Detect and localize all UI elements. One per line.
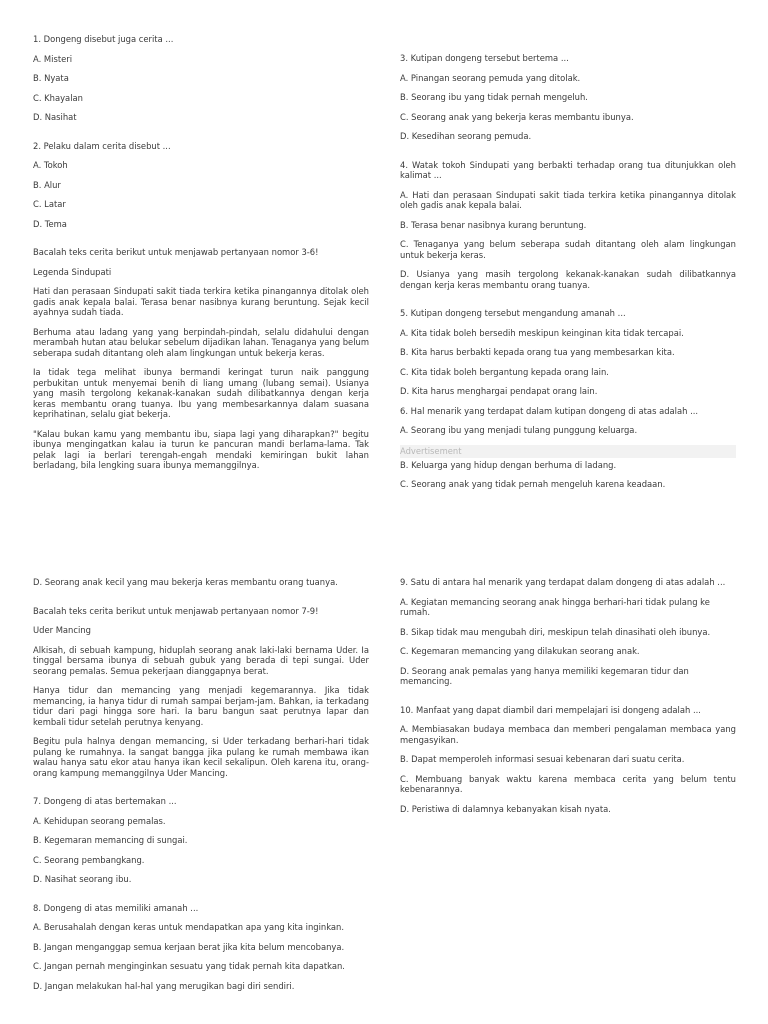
question-5-option-c: C. Kita tidak boleh bergantung kepada orang lain. [400, 366, 609, 377]
story-paragraph: Ia tidak tega melihat ibunya bermandi keringat turun naik panggung perbukitan untuk menyemai benih di liang umang (lubang semai). Usianya yang masih tergolong kekanak-kanakan sudah dilibatkannya dengan kerja keras membantu orang tuanya. Ibu yang membesarkannya dalam suasana keprihatinan, selalu giat bekerja. [33, 367, 369, 419]
question-3-option-b: B. Seorang ibu yang tidak pernah mengeluh. [400, 92, 588, 102]
story-paragraph: Hati dan perasaan Sindupati sakit tiada terkira ketika pinangannya ditolak oleh gadis anak kepala balai. Terasa benar nasibnya kurang beruntung. Sejak kecil ayahnya sudah tiada. [33, 286, 369, 317]
question-3-option-a: A. Pinangan seorang pemuda yang ditolak. [400, 72, 581, 83]
question-1-option-c: C. Khayalan [33, 92, 83, 103]
question-10-option-a: A. Membiasakan budaya membaca dan memberi pengalaman membaca yang mengasyikan. [400, 724, 736, 745]
section2-right-column [400, 577, 736, 823]
story-paragraph: Berhuma atau ladang yang yang berpindah-pindah, selalu didahului dengan merambah hutan atau belukar sebelum dijadikan lahan. Tenaganya yang belum seberapa sudah ditantang oleh alam lingkungan untuk bekerja keras. [33, 326, 369, 358]
question-10: 10. Manfaat yang dapat diambil dari mempelajari isi dongeng adalah ... [400, 704, 701, 715]
question-3-option-d: D. Kesedihan seorang pemuda. [400, 131, 532, 141]
question-2-option-d: D. Tema [33, 218, 67, 229]
question-2-option-b: B. Alur [33, 179, 61, 190]
question-7: 7. Dongeng di atas bertemakan ... [33, 796, 177, 806]
question-7-option-d: D. Nasihat seorang ibu. [33, 874, 132, 884]
question-1-option-a: A. Misteri [33, 53, 73, 64]
reading-instruction: Bacalah teks cerita berikut untuk menjawab pertanyaan nomor 3-6! [33, 247, 319, 257]
question-9-option-c: C. Kegemaran memancing yang dilakukan seorang anak. [400, 646, 640, 656]
section1-left-column [33, 34, 369, 480]
question-4: 4. Watak tokoh Sindupati yang berbakti terhadap orang tua ditunjukkan oleh kalimat ... [400, 159, 736, 180]
section1-right-column [400, 53, 736, 499]
story-title: Legenda Sindupati [33, 266, 112, 277]
question-5-option-a: A. Kita tidak boleh bersedih meskipun keinginan kita tidak tercapai. [400, 327, 684, 338]
question-6-option-a: A. Seorang ibu yang menjadi tulang punggung keluarga. [400, 425, 638, 435]
question-6-option-c: C. Seorang anak yang tidak pernah mengeluh karena keadaan. [400, 479, 666, 489]
question-1-option-b: B. Nyata [33, 73, 69, 83]
question-7-option-a: A. Kehidupan seorang pemalas. [33, 815, 166, 826]
question-4-option-a: A. Hati dan perasaan Sindupati sakit tiada terkira ketika pinangannya ditolak oleh gadis anak kepala balai. [400, 189, 736, 210]
story-paragraph: Begitu pula halnya dengan memancing, si Uder terkadang berhari-hari tidak pulang ke rumahnya. Ia sangat bangga jika pulang ke rumah membawa ikan walau hanya satu ekor atau hanya ikan kecil sekalipun. Oleh karena itu, orang-orang kampung memanggilnya Uder Mancing. [33, 736, 369, 778]
story-paragraph: "Kalau bukan kamu yang membantu ibu, siapa lagi yang diharapkan?" begitu ibunya mengingatkan kalau ia turun ke pancuran mandi berlama-lama. Tak pelak lagi ia berlari terengah-engah mendaki kemiringan bukit lahan berladang, bila lengking suara ibunya memanggilnya. [33, 428, 369, 470]
question-3: 3. Kutipan dongeng tersebut bertema ... [400, 53, 569, 63]
question-8-option-d: D. Jangan melakukan hal-hal yang merugikan bagi diri sendiri. [33, 980, 295, 991]
question-2: 2. Pelaku dalam cerita disebut ... [33, 140, 171, 151]
question-5-option-d: D. Kita harus menghargai pendapat orang lain. [400, 386, 598, 396]
advertisement-label: Advertisement [400, 445, 736, 458]
question-10-option-d: D. Peristiwa di dalamnya kebanyakan kisah nyata. [400, 803, 611, 814]
question-6-option-d: D. Seorang anak kecil yang mau bekerja keras membantu orang tuanya. [33, 577, 338, 587]
question-3-option-c: C. Seorang anak yang bekerja keras membantu ibunya. [400, 111, 634, 122]
story-paragraph: Alkisah, di sebuah kampung, hiduplah seorang anak laki-laki bernama Uder. Ia tinggal bersama ibunya di sebuah gubuk yang berada di tepi sungai. Uder seorang pemalas. Semua pekerjaan dianggapnya berat. [33, 644, 369, 676]
question-9: 9. Satu di antara hal menarik yang terdapat dalam dongeng di atas adalah ... [400, 577, 726, 587]
question-4-option-d: D. Usianya yang masih tergolong kekanak-kanakan sudah dilibatkannya dengan kerja keras membantu orang tuanya. [400, 269, 736, 290]
question-7-option-c: C. Seorang pembangkang. [33, 854, 145, 865]
question-1-option-d: D. Nasihat [33, 112, 77, 122]
question-6-option-b: B. Keluarga yang hidup dengan berhuma di ladang. [400, 459, 617, 470]
question-9-option-b: B. Sikap tidak mau mengubah diri, meskipun telah dinasihati oleh ibunya. [400, 626, 711, 637]
question-2-option-a: A. Tokoh [33, 160, 68, 170]
question-10-option-c: C. Membuang banyak waktu karena membaca cerita yang belum tentu kebenarannya. [400, 773, 736, 794]
question-9-option-d: D. Seorang anak pemalas yang hanya memiliki kegemaran tidur dan memancing. [400, 665, 689, 686]
question-4-option-b: B. Terasa benar nasibnya kurang beruntung. [400, 219, 587, 230]
question-5-option-b: B. Kita harus berbakti kepada orang tua yang membesarkan kita. [400, 347, 675, 357]
question-8: 8. Dongeng di atas memiliki amanah ... [33, 902, 199, 913]
question-8-option-a: A. Berusahalah dengan keras untuk mendapatkan apa yang kita inginkan. [33, 922, 345, 932]
question-6: 6. Hal menarik yang terdapat dalam kutipan dongeng di atas adalah ... [400, 405, 699, 416]
question-8-option-c: C. Jangan pernah menginginkan sesuatu yang tidak pernah kita dapatkan. [33, 961, 345, 971]
reading-instruction: Bacalah teks cerita berikut untuk menjawab pertanyaan nomor 7-9! [33, 605, 319, 616]
question-1: 1. Dongeng disebut juga cerita ... [33, 34, 174, 44]
question-10-option-b: B. Dapat memperoleh informasi sesuai kebenaran dari suatu cerita. [400, 754, 685, 764]
question-9-option-a: A. Kegiatan memancing seorang anak hingga berhari-hari tidak pulang ke rumah. [400, 596, 710, 617]
story-title: Uder Mancing [33, 625, 91, 635]
question-4-option-c: C. Tenaganya yang belum seberapa sudah ditantang oleh alam lingkungan untuk bekerja keras. [400, 239, 736, 260]
story-paragraph: Hanya tidur dan memancing yang menjadi kegemarannya. Jika tidak memancing, ia hanya tidur di rumah sampai berjam-jam. Bahkan, ia terkadang tidur dari pagi hingga sore hari. Ia baru bangun saat perutnya lapar dan kembali tidur setelah perutnya kenyang. [33, 685, 369, 727]
question-8-option-b: B. Jangan menganggap semua kerjaan berat jika kita belum mencobanya. [33, 941, 345, 952]
question-2-option-c: C. Latar [33, 199, 66, 209]
question-7-option-b: B. Kegemaran memancing di sungai. [33, 835, 188, 845]
section2-left-column [33, 577, 369, 1000]
question-5: 5. Kutipan dongeng tersebut mengandung amanah ... [400, 308, 626, 318]
